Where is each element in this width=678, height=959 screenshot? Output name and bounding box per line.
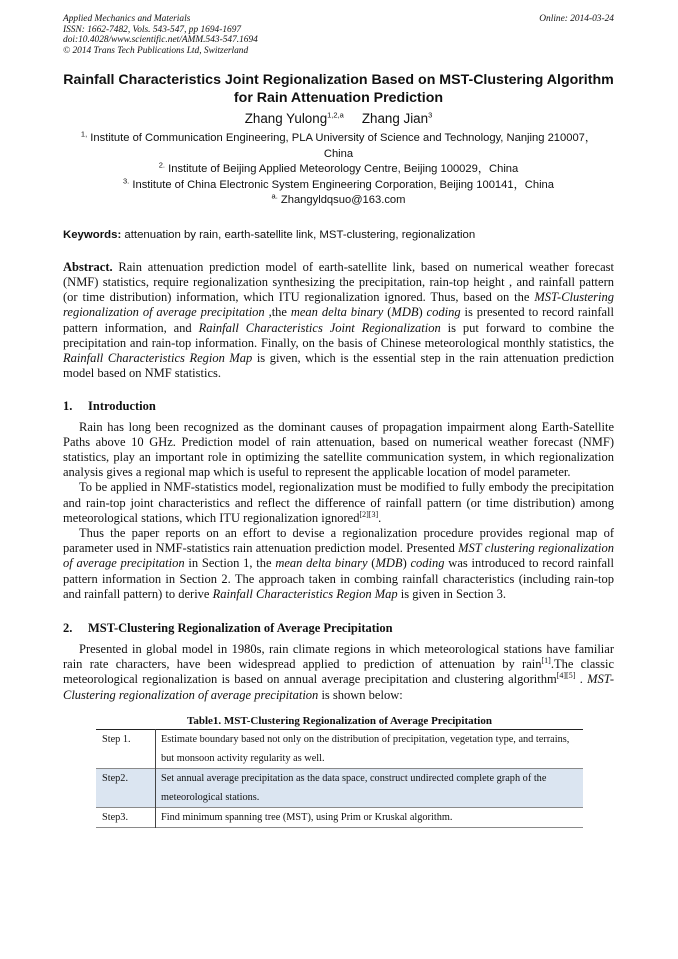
step-description: Set annual average precipitation as the data space, construct undirected complete graph of the meteorological stations. xyxy=(156,768,584,807)
affiliation-text: Institute of Communication Engineering, PLA University of Science and Technology, Nanjing 210007，China xyxy=(90,132,597,160)
section-heading-introduction xyxy=(63,399,614,414)
step-label: Step2. xyxy=(96,768,156,807)
affiliation xyxy=(63,193,614,209)
affiliation xyxy=(63,131,614,162)
author-name: Zhang Yulong xyxy=(244,111,328,127)
section2-paragraph-1: Presented in global model in 1980s, rain climate regions in which meteorological stations have familiar rain rate characters, have been widespread applied to prediction of attenuation by rain[1].The classic meteorological regionalization is based on annual average precipitation and clustering algorithm[4][5] . MST-Clustering regionalization of average precipitation is shown below: xyxy=(63,641,614,702)
step-description: Find minimum spanning tree (MST), using Prim or Kruskal algorithm. xyxy=(161,811,453,823)
intro-paragraph-2: To be applied in NMF-statistics model, regionalization must be modified to fully embody the precipitation and rain-top joint characteristics and reflect the difference of rainfall pattern (or time distribution) among meteorological stations, which ITU regionalization ignored[2][3]. xyxy=(63,480,614,525)
journal-header xyxy=(63,14,614,56)
affiliation-text: Institute of Beijing Applied Meteorology Centre, Beijing 100029，China xyxy=(168,163,519,176)
paper-title: Rainfall Characteristics Joint Regionalization Based on MST-Clustering Algorithm for Rain Attenuation Prediction xyxy=(63,72,614,107)
abstract: Abstract. Rain attenuation prediction model of earth-satellite link, based on numerical weather forecast (NMF) statistics, require regionalization synthesizing the precipitation, rain-top height , and rainfall pattern (or time distribution) information, which ITU regionalization ignored. Thus, based on the MST-Clustering regionalization of average precipitation ,the mean delta binary (MDB) coding is presented to record rainfall pattern information, and Rainfall Characteristics Joint Regionalization is put forward to combine the precipitation and rain-top information. Finally, on the basis of Chinese meteorological monthly statistics, the Rainfall Characteristics Region Map is given, which is the essential step in the rain attenuation prediction model based on NMF statistics. xyxy=(63,259,615,381)
copyright-line: © 2014 Trans Tech Publications Ltd, Switzerland xyxy=(63,45,249,56)
author-email: Zhangyldqsuo@163.com xyxy=(280,194,406,207)
intro-paragraph-1: Rain has long been recognized as the dominant causes of propagation impairment along Earth-Satellite Paths above 10 GHz. Prediction model of rain attenuation, based on numerical weather forecast (NMF) statistics, play an important role in optimizing the satellite communication system, in which regionalization analysis gives a regional map which is useful to represent the applicable location of model parameter. xyxy=(63,419,614,480)
step-label: Step 1. xyxy=(96,729,156,768)
table-row xyxy=(96,768,583,807)
table-row xyxy=(96,807,583,827)
section-title: MST-Clustering Regionalization of Average Precipitation xyxy=(88,620,393,635)
author-affiliation-mark: 1,2,a xyxy=(327,110,344,120)
citation: [2][3] xyxy=(359,509,379,519)
citation: [1] xyxy=(541,655,551,665)
section-title: Introduction xyxy=(88,398,156,413)
affiliation-mark: 3. xyxy=(122,176,130,186)
step-label: Step3. xyxy=(96,807,156,827)
keywords xyxy=(63,228,614,242)
author-list xyxy=(63,110,614,127)
procedure-table xyxy=(96,729,583,828)
issn-line: ISSN: 1662-7482, Vols. 543-547, pp 1694-1697 xyxy=(63,24,242,35)
section-number: 2. xyxy=(63,620,73,635)
abstract-label: Abstract. xyxy=(63,259,113,274)
citation: [4][5] xyxy=(556,671,576,681)
affiliation xyxy=(63,162,614,178)
doi-line: doi:10.4028/www.scientific.net/AMM.543-547.1694 xyxy=(63,35,258,46)
section-number: 1. xyxy=(63,398,73,413)
affiliation-mark: a. xyxy=(271,191,278,201)
table-row xyxy=(96,729,583,768)
author-affiliation-mark: 3 xyxy=(428,110,433,120)
keywords-label: Keywords: xyxy=(63,228,122,241)
table-1 xyxy=(96,715,583,828)
section-heading-mst-clustering xyxy=(63,621,614,636)
intro-paragraph-3: Thus the paper reports on an effort to devise a regionalization procedure provides regional map of parameter used in NMF-statistics rain attenuation prediction model. Presented MST clustering regionalization of average precipitation in Section 1, the mean delta binary (MDB) coding was introduced to record rainfall pattern information in Section 2. The approach taken in combing rainfall characteristics (including rain-top and rainfall pattern) to derive Rainfall Characteristics Region Map is given in Section 3. xyxy=(63,525,614,601)
online-date: Online: 2014-03-24 xyxy=(539,14,614,24)
affiliation-mark: 2. xyxy=(158,160,165,170)
paper-page xyxy=(63,14,614,828)
affiliation-text: Institute of China Electronic System Engineering Corporation, Beijing 100141，China xyxy=(132,178,554,191)
step-description: Estimate boundary based not only on the distribution of precipitation, vegetation type, and terrains, but monsoon activity regularity as well. xyxy=(161,733,570,764)
affiliation xyxy=(63,178,614,194)
journal-name: Applied Mechanics and Materials xyxy=(63,14,191,24)
keywords-text: attenuation by rain, earth-satellite link, MST-clustering, regionalization xyxy=(124,228,476,241)
affiliation-mark: 1, xyxy=(80,129,88,139)
table-caption: Table1. MST-Clustering Regionalization of Average Precipitation xyxy=(187,714,492,727)
author-name: Zhang Jian xyxy=(361,111,429,127)
